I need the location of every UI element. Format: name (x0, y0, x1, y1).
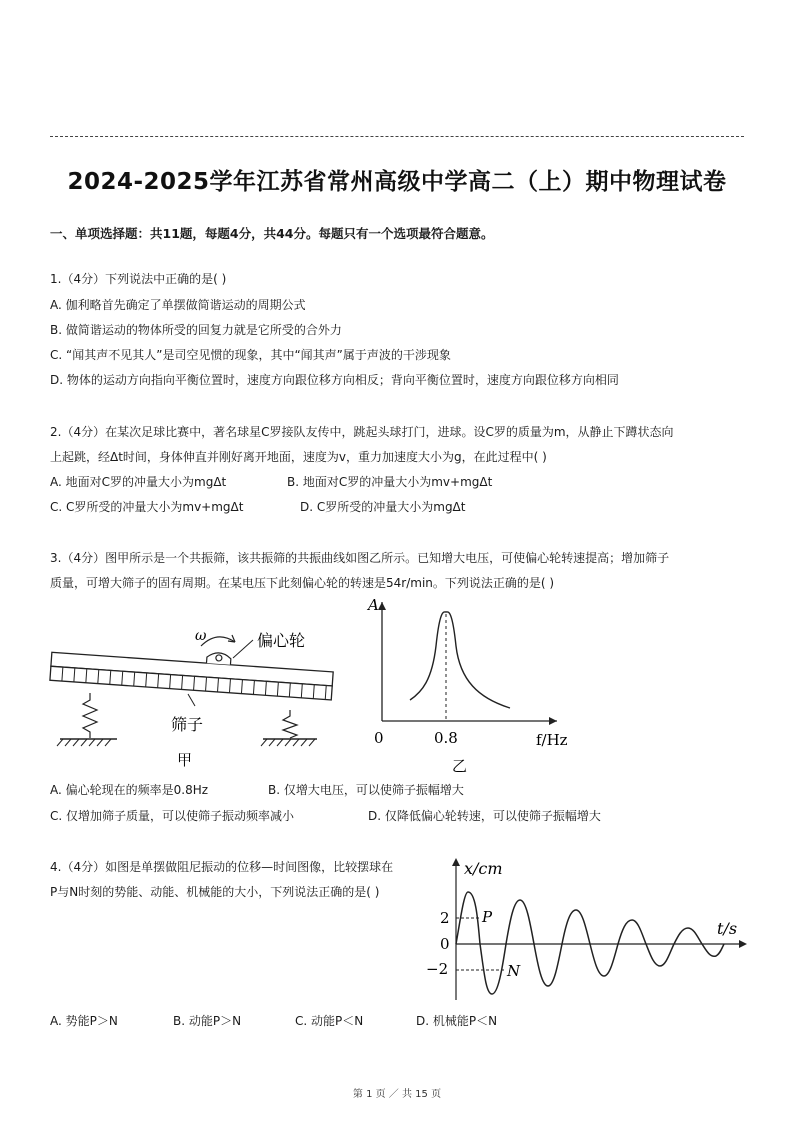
q3-option-a: A. 偏心轮现在的频率是0.8Hz (50, 783, 209, 797)
tick-neg2: −2 (426, 960, 449, 978)
q3-stem-line1: 3.（4分）图甲所示是一个共振筛，该共振筛的共振曲线如图乙所示。已知增大电压，可使偏心轮转速提高；增加筛子 (50, 551, 670, 565)
q1-option-a: A. 伽利略首先确定了单摆做简谐运动的周期公式 (50, 298, 306, 312)
q1-stem: 1.（4分）下列说法中正确的是( ) (50, 272, 227, 286)
q2-option-a: A. 地面对C罗的冲量大小为mgΔt (50, 475, 227, 489)
q2-stem-line1: 2.（4分）在某次足球比赛中，著名球星C罗接队友传中，跳起头球打门，进球。设C罗的质量为m，从静止下蹲状态向 (50, 425, 674, 439)
q4-option-a: A. 势能P＞N (50, 1014, 118, 1028)
q4-option-c: C. 动能P＜N (295, 1014, 364, 1028)
point-n-label: N (507, 962, 521, 980)
omega-label: ω (195, 628, 207, 644)
q1-option-d: D. 物体的运动方向指向平衡位置时，速度方向跟位移方向相反；背向平衡位置时，速度方向跟位移方向相同 (50, 373, 619, 387)
damped-waveform (456, 892, 724, 994)
resonance-sieve-figure (45, 622, 345, 772)
q4-stem-line1: 4.（4分）如图是单摆做阻尼振动的位移—时间图像，比较摆球在 (50, 860, 394, 874)
q3-option-d: D. 仅降低偏心轮转速，可以使筛子振幅增大 (368, 809, 601, 823)
q4-option-d: D. 机械能P＜N (416, 1014, 498, 1028)
top-dashed-divider (50, 136, 744, 137)
q2-option-d: D. C罗所受的冲量大小为mgΔt (300, 500, 466, 514)
peak-tick-label: 0.8 (434, 729, 458, 747)
t-s-label: t/s (717, 919, 738, 938)
section-heading: 一、单项选择题：共11题，每题4分，共44分。每题只有一个选项最符合题意。 (50, 226, 494, 241)
damped-oscillation-graph (420, 852, 750, 1007)
x-cm-label: x/cm (464, 859, 503, 878)
q2-stem-line2: 上起跳，经Δt时间，身体伸直并刚好离开地面，速度为v，重力加速度大小为g，在此过程中( ) (50, 450, 547, 464)
origin-label: 0 (374, 729, 384, 747)
q4-option-b: B. 动能P＞N (173, 1014, 242, 1028)
q1-option-b: B. 做简谐运动的物体所受的回复力就是它所受的合外力 (50, 323, 342, 337)
q3-stem-line2: 质量，可增大筛子的固有周期。在某电压下此刻偏心轮的转速是54r/min。下列说法正确的是( ) (50, 576, 555, 590)
sieve-label: 筛子 (171, 715, 204, 734)
y-axis-label: A (368, 596, 379, 614)
x-axis-label: f/Hz (536, 731, 568, 749)
exam-title: 2024-2025学年江苏省常州高级中学高二（上）期中物理试卷 (67, 169, 727, 195)
tick-0: 0 (440, 935, 450, 953)
q1-option-c: C. “闻其声不见其人”是司空见惯的现象，其中“闻其声”属于声波的干涉现象 (50, 348, 451, 362)
figure-jia-caption: 甲 (177, 751, 193, 769)
point-p-label: P (482, 908, 493, 926)
resonance-curve-chart (360, 588, 590, 778)
q3-option-c: C. 仅增加筛子质量，可以使筛子振动频率减小 (50, 809, 295, 823)
eccentric-wheel-label: 偏心轮 (257, 631, 306, 650)
resonance-curve (410, 612, 510, 708)
q4-stem-line2: P与N时刻的势能、动能、机械能的大小，下列说法正确的是( ) (50, 885, 380, 899)
tick-2: 2 (440, 909, 450, 927)
figure-yi-caption: 乙 (452, 757, 468, 775)
q2-option-b: B. 地面对C罗的冲量大小为mv+mgΔt (287, 475, 493, 489)
page-footer: 第 1 页 ／ 共 15 页 (352, 1089, 442, 1100)
q2-option-c: C. C罗所受的冲量大小为mv+mgΔt (50, 500, 244, 514)
q3-option-b: B. 仅增大电压，可以使筛子振幅增大 (268, 783, 464, 797)
